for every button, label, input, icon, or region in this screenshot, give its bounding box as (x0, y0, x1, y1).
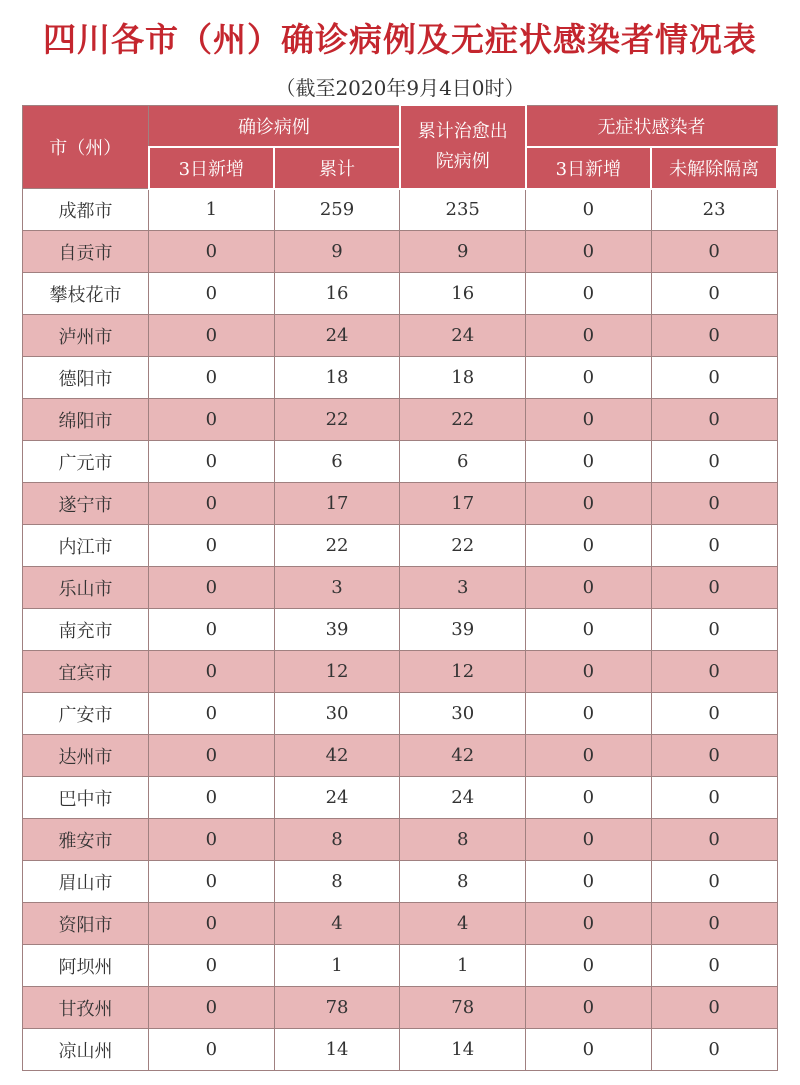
cell-total-confirmed: 1 (274, 945, 400, 987)
cell-recovered: 24 (400, 315, 526, 357)
cell-total-confirmed: 12 (274, 651, 400, 693)
cell-total-confirmed: 4 (274, 903, 400, 945)
table-row (23, 945, 778, 987)
cell-new-confirmed: 0 (149, 567, 275, 609)
cell-isolation: 0 (651, 945, 777, 987)
cell-isolation: 0 (651, 777, 777, 819)
cell-city: 内江市 (23, 525, 149, 567)
cell-new-confirmed: 0 (149, 609, 275, 651)
data-table (22, 104, 778, 1071)
cell-city: 甘孜州 (23, 987, 149, 1029)
header-confirmed-group: 确诊病例 (149, 105, 400, 147)
cell-isolation: 0 (651, 735, 777, 777)
cell-total-confirmed: 24 (274, 315, 400, 357)
cell-total-confirmed: 22 (274, 399, 400, 441)
cell-recovered: 24 (400, 777, 526, 819)
cell-total-confirmed: 22 (274, 525, 400, 567)
cell-city: 攀枝花市 (23, 273, 149, 315)
cell-isolation: 0 (651, 273, 777, 315)
cell-isolation: 0 (651, 819, 777, 861)
cell-recovered: 78 (400, 987, 526, 1029)
cell-new-asymptomatic: 0 (526, 861, 652, 903)
cell-recovered: 22 (400, 399, 526, 441)
cell-total-confirmed: 6 (274, 441, 400, 483)
table-row (23, 273, 778, 315)
cell-isolation: 0 (651, 987, 777, 1029)
table-row (23, 357, 778, 399)
cell-isolation: 0 (651, 525, 777, 567)
cell-new-asymptomatic: 0 (526, 777, 652, 819)
cell-city: 达州市 (23, 735, 149, 777)
cell-city: 宜宾市 (23, 651, 149, 693)
cell-isolation: 0 (651, 357, 777, 399)
cell-city: 南充市 (23, 609, 149, 651)
cell-new-asymptomatic: 0 (526, 819, 652, 861)
header-city: 市（州） (23, 105, 149, 189)
page-subtitle: （截至2020年9月4日0时） (275, 76, 525, 100)
cell-new-asymptomatic: 0 (526, 987, 652, 1029)
table-row (23, 189, 778, 231)
cell-city: 凉山州 (23, 1029, 149, 1071)
cell-isolation: 0 (651, 651, 777, 693)
table-row (23, 819, 778, 861)
cell-new-confirmed: 0 (149, 231, 275, 273)
cell-city: 德阳市 (23, 357, 149, 399)
table-row (23, 903, 778, 945)
cell-new-confirmed: 1 (149, 189, 275, 231)
cell-isolation: 0 (651, 609, 777, 651)
cell-new-asymptomatic: 0 (526, 567, 652, 609)
cell-total-confirmed: 259 (274, 189, 400, 231)
cell-new-confirmed: 0 (149, 651, 275, 693)
cell-city: 遂宁市 (23, 483, 149, 525)
cell-new-asymptomatic: 0 (526, 903, 652, 945)
cell-recovered: 30 (400, 693, 526, 735)
table-row (23, 693, 778, 735)
cell-new-confirmed: 0 (149, 777, 275, 819)
cell-city: 广元市 (23, 441, 149, 483)
table-body (23, 189, 778, 1071)
cell-new-asymptomatic: 0 (526, 945, 652, 987)
cell-new-asymptomatic: 0 (526, 693, 652, 735)
cell-city: 阿坝州 (23, 945, 149, 987)
cell-new-asymptomatic: 0 (526, 231, 652, 273)
cell-total-confirmed: 14 (274, 1029, 400, 1071)
cell-new-asymptomatic: 0 (526, 525, 652, 567)
cell-new-confirmed: 0 (149, 987, 275, 1029)
cell-isolation: 0 (651, 903, 777, 945)
cell-new-confirmed: 0 (149, 483, 275, 525)
cell-new-confirmed: 0 (149, 861, 275, 903)
cell-new-confirmed: 0 (149, 1029, 275, 1071)
table-row (23, 777, 778, 819)
cell-city: 绵阳市 (23, 399, 149, 441)
cell-new-confirmed: 0 (149, 273, 275, 315)
cell-recovered: 4 (400, 903, 526, 945)
cell-total-confirmed: 3 (274, 567, 400, 609)
table-row (23, 525, 778, 567)
cell-isolation: 0 (651, 567, 777, 609)
header-recovered: 累计治愈出院病例 (400, 105, 526, 189)
table-row (23, 483, 778, 525)
table-row (23, 441, 778, 483)
cell-isolation: 0 (651, 441, 777, 483)
table-row (23, 315, 778, 357)
table-row (23, 399, 778, 441)
cell-total-confirmed: 42 (274, 735, 400, 777)
cell-isolation: 23 (651, 189, 777, 231)
cell-new-asymptomatic: 0 (526, 609, 652, 651)
cell-isolation: 0 (651, 315, 777, 357)
header-asymptomatic-group: 无症状感染者 (526, 105, 777, 147)
header-isolation: 未解除隔离 (651, 147, 777, 189)
cell-new-asymptomatic: 0 (526, 315, 652, 357)
cell-city: 资阳市 (23, 903, 149, 945)
cell-recovered: 6 (400, 441, 526, 483)
table-row (23, 609, 778, 651)
cell-new-asymptomatic: 0 (526, 483, 652, 525)
cell-new-asymptomatic: 0 (526, 1029, 652, 1071)
cell-recovered: 14 (400, 1029, 526, 1071)
table-row (23, 861, 778, 903)
header-new-confirmed: 3日新增 (149, 147, 275, 189)
cell-new-confirmed: 0 (149, 441, 275, 483)
cell-total-confirmed: 9 (274, 231, 400, 273)
cell-city: 泸州市 (23, 315, 149, 357)
table-row (23, 651, 778, 693)
cell-isolation: 0 (651, 231, 777, 273)
cell-recovered: 8 (400, 819, 526, 861)
cell-new-asymptomatic: 0 (526, 189, 652, 231)
cell-new-asymptomatic: 0 (526, 651, 652, 693)
cell-total-confirmed: 8 (274, 861, 400, 903)
cell-new-confirmed: 0 (149, 693, 275, 735)
cell-total-confirmed: 78 (274, 987, 400, 1029)
cell-recovered: 235 (400, 189, 526, 231)
cell-recovered: 9 (400, 231, 526, 273)
cell-new-asymptomatic: 0 (526, 273, 652, 315)
cell-new-confirmed: 0 (149, 903, 275, 945)
table-row (23, 735, 778, 777)
cell-city: 自贡市 (23, 231, 149, 273)
cell-new-confirmed: 0 (149, 735, 275, 777)
cell-new-asymptomatic: 0 (526, 357, 652, 399)
cell-isolation: 0 (651, 483, 777, 525)
cell-city: 乐山市 (23, 567, 149, 609)
cell-recovered: 8 (400, 861, 526, 903)
cell-isolation: 0 (651, 1029, 777, 1071)
cell-new-confirmed: 0 (149, 357, 275, 399)
cell-recovered: 22 (400, 525, 526, 567)
cell-total-confirmed: 8 (274, 819, 400, 861)
cell-recovered: 1 (400, 945, 526, 987)
table-row (23, 1029, 778, 1071)
table-row (23, 567, 778, 609)
cell-city: 雅安市 (23, 819, 149, 861)
cell-total-confirmed: 39 (274, 609, 400, 651)
cell-new-asymptomatic: 0 (526, 441, 652, 483)
cell-new-confirmed: 0 (149, 399, 275, 441)
page-title: 四川各市（州）确诊病例及无症状感染者情况表 (43, 20, 757, 59)
cell-total-confirmed: 17 (274, 483, 400, 525)
cell-new-confirmed: 0 (149, 525, 275, 567)
cell-recovered: 17 (400, 483, 526, 525)
cell-isolation: 0 (651, 693, 777, 735)
cell-recovered: 12 (400, 651, 526, 693)
cell-total-confirmed: 18 (274, 357, 400, 399)
cell-recovered: 3 (400, 567, 526, 609)
cell-city: 成都市 (23, 189, 149, 231)
cell-city: 眉山市 (23, 861, 149, 903)
cell-new-confirmed: 0 (149, 945, 275, 987)
cell-city: 巴中市 (23, 777, 149, 819)
cell-recovered: 39 (400, 609, 526, 651)
table-row (23, 231, 778, 273)
cell-total-confirmed: 24 (274, 777, 400, 819)
cell-new-confirmed: 0 (149, 315, 275, 357)
table-row (23, 987, 778, 1029)
cell-total-confirmed: 30 (274, 693, 400, 735)
cell-isolation: 0 (651, 399, 777, 441)
cell-recovered: 16 (400, 273, 526, 315)
cell-recovered: 42 (400, 735, 526, 777)
cell-new-asymptomatic: 0 (526, 399, 652, 441)
cell-recovered: 18 (400, 357, 526, 399)
cell-new-confirmed: 0 (149, 819, 275, 861)
cell-city: 广安市 (23, 693, 149, 735)
table-header (23, 105, 778, 189)
header-new-asymptomatic: 3日新增 (526, 147, 652, 189)
cell-total-confirmed: 16 (274, 273, 400, 315)
cell-isolation: 0 (651, 861, 777, 903)
cell-new-asymptomatic: 0 (526, 735, 652, 777)
header-total-confirmed: 累计 (274, 147, 400, 189)
